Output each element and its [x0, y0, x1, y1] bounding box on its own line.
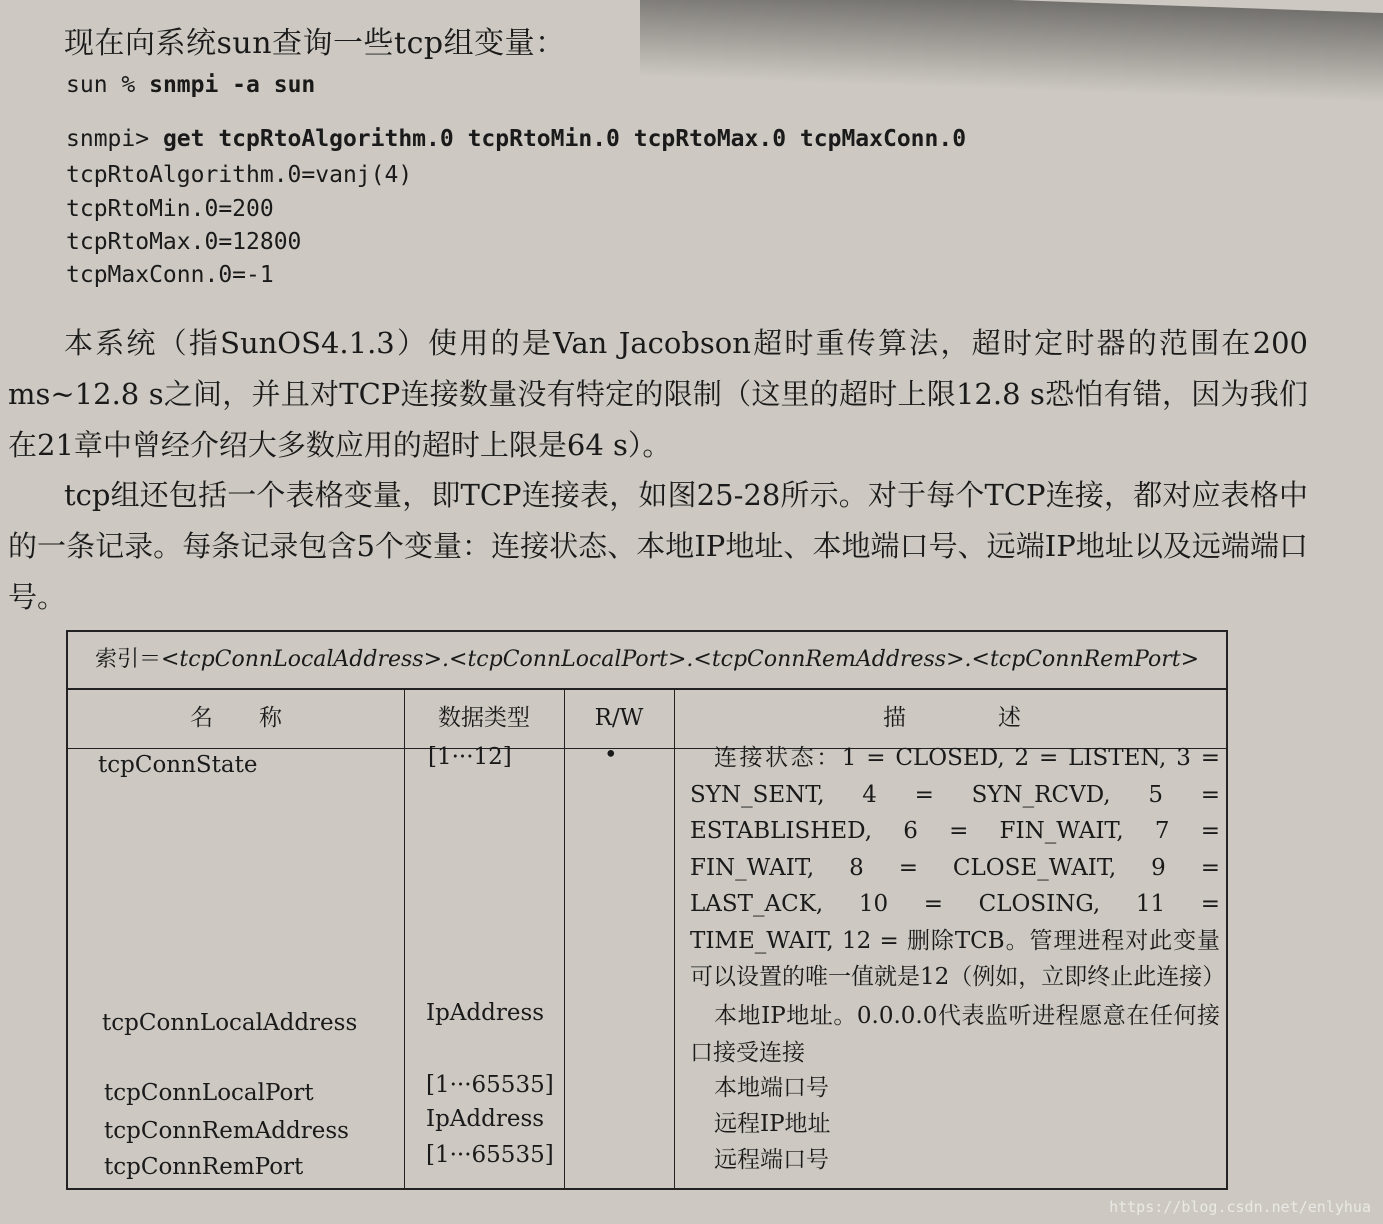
- code-output-line: tcpRtoMin.0=200: [66, 196, 274, 222]
- row-rw: •: [604, 742, 618, 768]
- snmpi-prompt: snmpi>: [66, 126, 163, 152]
- code-output-line: tcpRtoAlgorithm.0=vanj(4): [66, 162, 413, 188]
- row-name: tcpConnRemAddress: [104, 1118, 349, 1144]
- header-type: 数据类型: [438, 705, 530, 731]
- paragraph-1: [8, 318, 1308, 471]
- code-shell-line: [66, 72, 315, 98]
- code-output-line: tcpMaxConn.0=-1: [66, 262, 274, 288]
- row-desc-text: 连接状态：1 = CLOSED, 2 = LISTEN, 3 = SYN_SENT, 4 = SYN_RCVD, 5 = ESTABLISHED, 6 = FIN_WAIT, 7 = FIN_WAIT, 8 = CLOSE_WAIT, 9 = LAST_ACK, 10 = CLOSING, 11 = TIME_WAIT, 12 = 删除TCB。管理进程对此变量可以设置的唯一值就是12（例如，立即终止此连接）: [690, 745, 1226, 990]
- column-divider: [564, 688, 565, 1188]
- code-output-line: tcpRtoMax.0=12800: [66, 229, 302, 255]
- caption-prefix: 索引＝: [94, 647, 161, 672]
- row-type: [1···12]: [428, 744, 512, 770]
- row-desc: [690, 1142, 1220, 1179]
- shell-command: snmpi -a sun: [149, 72, 316, 98]
- row-type: [1···65535]: [426, 1072, 554, 1098]
- row-name: tcpConnLocalAddress: [102, 1010, 358, 1036]
- caption-index: <tcpConnLocalAddress>.<tcpConnLocalPort>.<tcpConnRemAddress>.<tcpConnRemPort>: [161, 647, 1200, 672]
- row-desc-text: 本地端口号: [714, 1075, 829, 1101]
- photo-shadow: [640, 0, 1383, 103]
- row-desc: [690, 1070, 1220, 1107]
- snmpi-get-command: get tcpRtoAlgorithm.0 tcpRtoMin.0 tcpRtoMax.0 tcpMaxConn.0: [162, 126, 967, 152]
- table-caption: [68, 632, 1226, 690]
- row-name: tcpConnLocalPort: [104, 1080, 314, 1106]
- row-type: [1···65535]: [426, 1142, 554, 1168]
- row-type: IpAddress: [426, 1106, 545, 1132]
- row-desc: [690, 1106, 1220, 1143]
- row-name: tcpConnRemPort: [104, 1154, 304, 1180]
- column-divider: [404, 688, 405, 1188]
- column-divider: [674, 688, 675, 1188]
- row-desc-text: 本地IP地址。0.0.0.0代表监听进程愿意在任何接口接受连接: [690, 1003, 1220, 1066]
- tcp-conn-table: [66, 630, 1228, 1190]
- paragraph-1-text: 本系统（指SunOS4.1.3）使用的是Van Jacobson超时重传算法，超时定时器的范围在200 ms~12.8 s之间，并且对TCP连接数量没有特定的限制（这里的超时上限12.8 s恐怕有错，因为我们在21章中曾经介绍大多数应用的超时上限是64 s）。: [8, 326, 1308, 462]
- row-desc: [690, 998, 1220, 1071]
- header-name: 名 称: [190, 705, 282, 731]
- code-get-line: [66, 126, 966, 152]
- row-name: tcpConnState: [98, 752, 258, 778]
- row-desc: [690, 740, 1226, 996]
- header-rw: R/W: [594, 705, 644, 731]
- row-type: IpAddress: [426, 1000, 545, 1026]
- shell-prompt: sun %: [66, 72, 150, 98]
- watermark: https://blog.csdn.net/enlyhua: [1109, 1198, 1371, 1216]
- intro-text: 现在向系统sun查询一些tcp组变量：: [64, 26, 566, 61]
- row-desc-text: 远程端口号: [714, 1147, 829, 1173]
- paragraph-2-text: tcp组还包括一个表格变量，即TCP连接表，如图25-28所示。对于每个TCP连接，都对应表格中的一条记录。每条记录包含5个变量：连接状态、本地IP地址、本地端口号、远端IP地址以及远端端口号。: [8, 478, 1308, 614]
- row-desc-text: 远程IP地址: [714, 1111, 831, 1137]
- header-desc: 描 述: [883, 705, 1021, 731]
- paragraph-2: [8, 470, 1308, 623]
